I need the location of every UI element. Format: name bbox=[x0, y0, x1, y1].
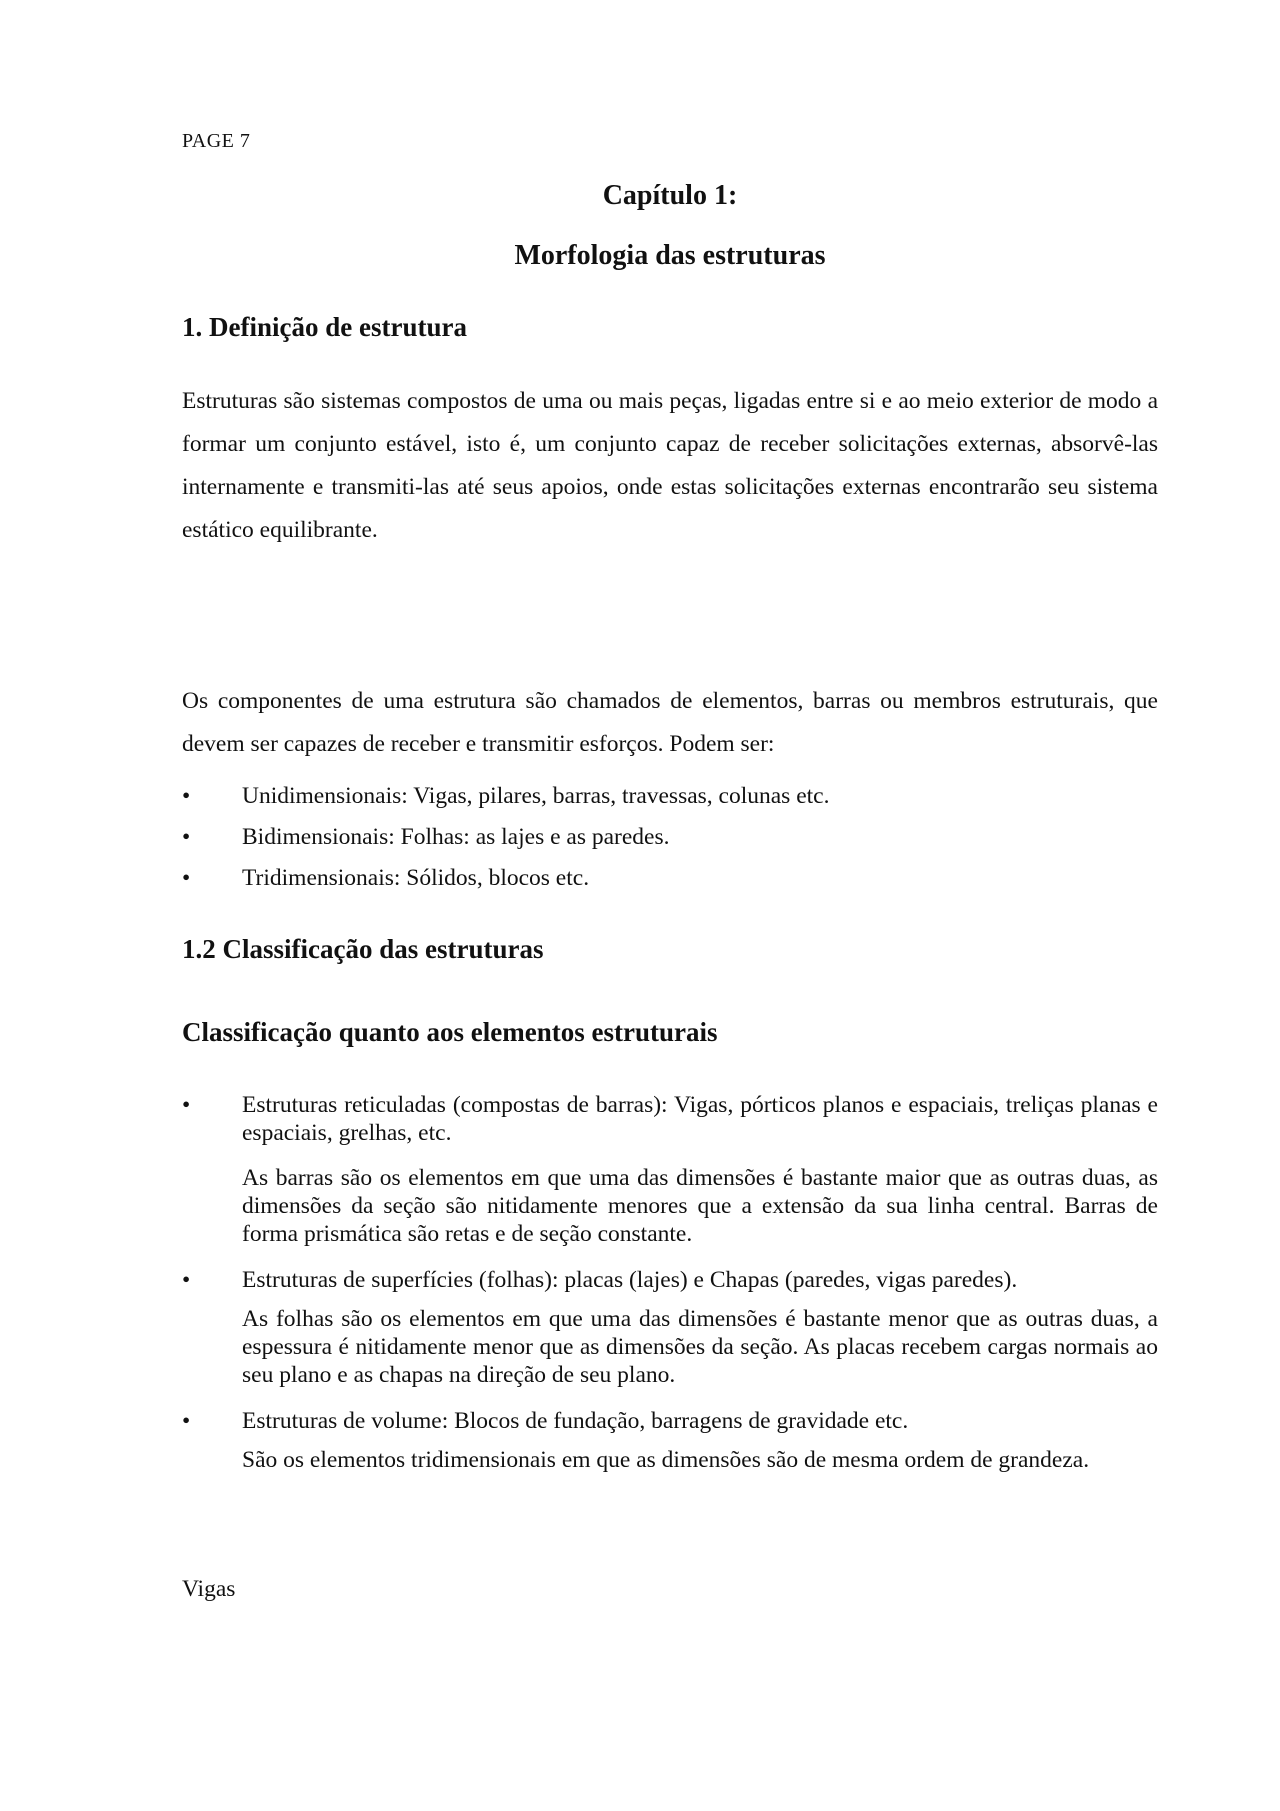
bullet-icon: • bbox=[182, 1267, 191, 1293]
list-item-text: Bidimensionais: Folhas: as lajes e as paredes. bbox=[242, 824, 670, 850]
list-item-detail: As barras são os elementos em que uma das dimensões é bastante maior que as outras duas, as dimensões da seção são nitidamente menores que a extensão da sua linha central. Barras de forma prismática são retas e de seção constante. bbox=[242, 1165, 1158, 1247]
bullet-icon: • bbox=[182, 865, 191, 891]
trailing-text: Vigas bbox=[182, 1576, 236, 1602]
list-item-text: Estruturas reticuladas (compostas de barras): Vigas, pórticos planos e espaciais, treliças planas e espaciais, grelhas, etc. bbox=[242, 1092, 1158, 1146]
chapter-subtitle: Morfologia das estruturas bbox=[514, 240, 826, 271]
chapter-title: Capítulo 1: bbox=[602, 180, 738, 211]
page-header: PAGE 7 bbox=[182, 130, 251, 152]
paragraph-componentes: Os componentes de uma estrutura são chamados de elementos, barras ou membros estruturais, que devem ser capazes de receber e transmitir esforços. Podem ser: bbox=[182, 688, 1158, 757]
list-item-text: Tridimensionais: Sólidos, blocos etc. bbox=[242, 865, 590, 891]
subsection-heading: Classificação quanto aos elementos estruturais bbox=[182, 1017, 718, 1047]
paragraph-definicao: Estruturas são sistemas compostos de uma ou mais peças, ligadas entre si e ao meio exterior de modo a formar um conjunto estável, isto é, um conjunto capaz de receber solicitações externas, absorvê-las internamente e transmiti-las até seus apoios, onde estas solicitações externas encontrarão seu sistema estático equilibrante. bbox=[182, 388, 1158, 543]
list-item-detail: São os elementos tridimensionais em que as dimensões são de mesma ordem de grandeza. bbox=[242, 1447, 1090, 1473]
section-heading-classificacao: 1.2 Classificação das estruturas bbox=[182, 934, 544, 964]
list-item-text: Estruturas de superfícies (folhas): placas (lajes) e Chapas (paredes, vigas paredes). bbox=[242, 1267, 1018, 1293]
bullet-icon: • bbox=[182, 1408, 191, 1434]
section-heading-definicao: 1. Definição de estrutura bbox=[182, 312, 467, 342]
list-item-detail: As folhas são os elementos em que uma das dimensões é bastante menor que as outras duas, a espessura é nitidamente menor que as dimensões da seção. As placas recebem cargas normais ao seu plano e as chapas na direção de seu plano. bbox=[242, 1306, 1158, 1388]
list-item-text: Unidimensionais: Vigas, pilares, barras, travessas, colunas etc. bbox=[242, 783, 830, 809]
list-item-text: Estruturas de volume: Blocos de fundação, barragens de gravidade etc. bbox=[242, 1408, 909, 1434]
bullet-icon: • bbox=[182, 783, 191, 809]
bullet-icon: • bbox=[182, 824, 191, 850]
bullet-icon: • bbox=[182, 1092, 191, 1118]
